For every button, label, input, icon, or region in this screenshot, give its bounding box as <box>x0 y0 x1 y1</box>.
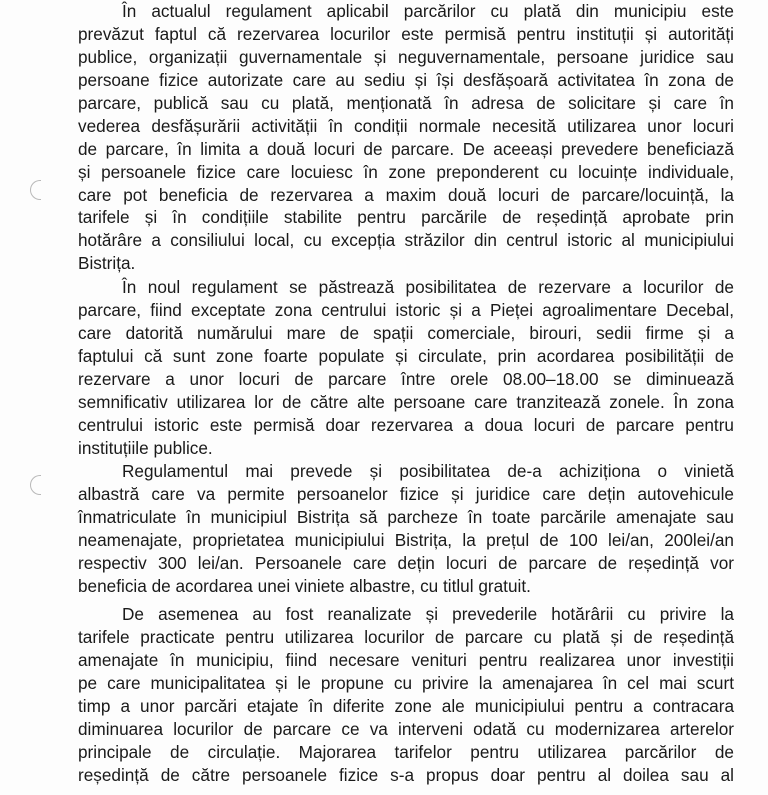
text-line: parcare, fiind exceptate zona centrului istoric și a Pieței agroalimentare Decebal, <box>78 299 734 320</box>
paragraph-2 <box>78 276 734 460</box>
text-line: instituțiile publice. <box>78 437 213 458</box>
text-line: de parcare, în limita a două locuri de parcare. De aceeași prevedere beneficiază <box>78 138 734 159</box>
text-line: respectiv 300 lei/an. Persoanele care dețin locuri de parcare de reședință vor <box>78 552 734 573</box>
text-line: parcare, publică sau cu plată, menționată în adresa de solicitare și care în <box>78 92 734 113</box>
text-line: principale de circulație. Majorarea tarifelor pentru utilizarea parcărilor de <box>78 741 734 762</box>
paragraph-4 <box>78 603 734 787</box>
text-line: pe care municipalitatea și le propune cu privire la amenajarea în cel mai scurt <box>78 672 734 693</box>
text-line: tarifele și în condițiile stabilite pentru parcările de reședință aprobate prin <box>78 207 734 228</box>
text-line: vederea desfășurării activității în condiții normale necesită utilizarea unor locuri <box>78 115 734 136</box>
text-line: centrului istoric este permisă doar rezervarea a doua locuri de parcare pentru <box>78 414 734 435</box>
text-line: persoane fizice autorizate care au sediu și își desfășoară activitatea în zona de <box>78 69 734 90</box>
text-line: reședință de către persoanele fizice s-a propus doar pentru al doilea sau al <box>78 764 734 785</box>
text-line: care datorită numărului mare de spații comerciale, birouri, sedii firme și a <box>78 322 734 343</box>
paragraph-1 <box>78 0 734 275</box>
text-line: hotărâre a consiliului local, cu excepția străzilor din centrul istoric al municipiului <box>78 230 734 251</box>
punch-hole-mark <box>30 180 41 200</box>
text-line: semnificativ utilizarea lor de către alte persoane care tranzitează zonele. În zona <box>78 391 734 412</box>
text-line: Bistrița. <box>78 253 136 274</box>
text-line: În actualul regulament aplicabil parcărilor cu plată din municipiu este <box>122 1 734 21</box>
text-line: Regulamentul mai prevede și posibilitatea de-a achiziționa o vinietă <box>122 461 734 481</box>
text-line: înmatriculate în municipiul Bistrița să parcheze în toate parcările amenajate sau <box>78 506 734 527</box>
text-line: care pot beneficia de rezervarea a maxim două locuri de parcare/locuință, la <box>78 184 734 205</box>
text-line: beneficia de acordarea unei viniete albastre, cu titlul gratuit. <box>78 575 531 596</box>
text-line: publice, organizații guvernamentale și neguvernamentale, persoane juridice sau <box>78 46 734 67</box>
text-line: rezervare a unor locuri de parcare între orele 08.00–18.00 se diminuează <box>78 368 734 389</box>
text-line: albastră care va permite persoanelor fizice și juridice care dețin autovehicule <box>78 483 734 504</box>
text-line: prevăzut faptul că rezervarea locurilor este permisă pentru instituții și autorități <box>78 23 734 44</box>
text-line: neamenajate, proprietatea municipiului Bistrița, la prețul de 100 lei/an, 200lei/an <box>78 529 734 550</box>
text-line: timp a unor parcări etajate în diferite zone ale municipiului pentru a contracara <box>78 695 734 716</box>
paragraph-3 <box>78 460 734 598</box>
text-line: și persoanele fizice care locuiesc în zone preponderent cu locuințe individuale, <box>78 161 734 182</box>
text-line: faptului că sunt zone foarte populate și circulate, prin acordarea posibilității de <box>78 345 734 366</box>
text-line: În noul regulament se păstrează posibilitatea de rezervare a locurilor de <box>122 277 734 297</box>
text-line: diminuarea locurilor de parcare ce va interveni odată cu modernizarea arterelor <box>78 718 734 739</box>
text-line: amenajate în municipiu, fiind necesare venituri pentru realizarea unor investiții <box>78 649 734 670</box>
text-line: De asemenea au fost reanalizate și prevederile hotărârii cu privire la <box>122 604 734 624</box>
punch-hole-mark <box>30 475 41 495</box>
text-line: tarifele practicate pentru utilizarea locurilor de parcare cu plată și de reședință <box>78 626 734 647</box>
